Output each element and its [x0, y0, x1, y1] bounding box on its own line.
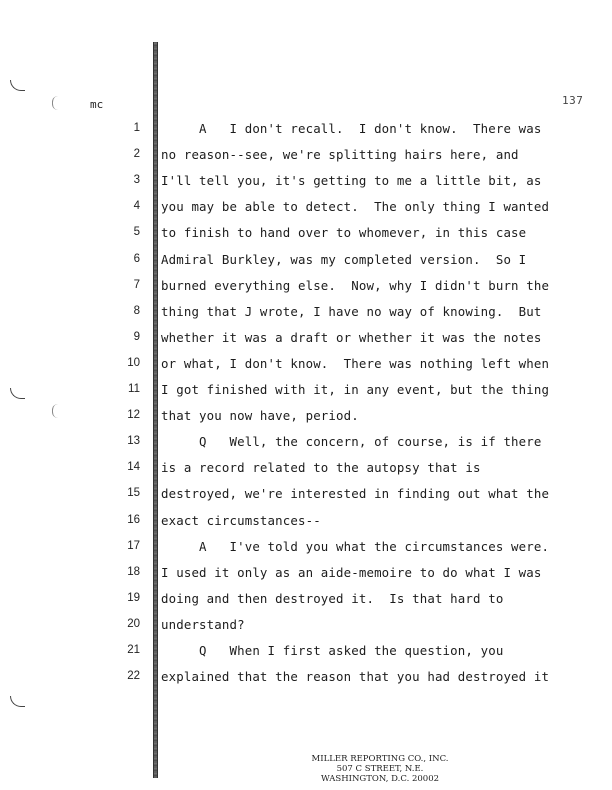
- reporter-footer: [250, 754, 510, 784]
- line-number: 12: [127, 409, 140, 421]
- punch-hole-mark-bottom: [10, 696, 25, 707]
- punch-hole-shadow-middle: [52, 404, 59, 418]
- line-number: 6: [133, 253, 140, 265]
- transcript-line: explained that the reason that you had destroyed it: [161, 669, 550, 684]
- footer-company: MILLER REPORTING CO., INC.: [311, 754, 449, 764]
- line-number: 16: [127, 514, 140, 526]
- transcript-line: I used it only as an aide-memoire to do what I was: [161, 565, 542, 580]
- transcript-line: Admiral Burkley, was my completed version. So I: [161, 252, 527, 267]
- punch-hole-mark-top: [10, 80, 25, 91]
- left-margin-rule: [153, 42, 158, 778]
- transcript-line: burned everything else. Now, why I didn't burn the: [161, 278, 550, 293]
- line-number: 18: [127, 566, 140, 578]
- typist-initials: mc: [90, 98, 104, 111]
- line-number: 21: [127, 644, 140, 656]
- line-number: 15: [127, 487, 140, 499]
- punch-hole-shadow-top: [52, 96, 59, 110]
- transcript-line: A I've told you what the circumstances were.: [161, 539, 550, 554]
- transcript-line: to finish to hand over to whomever, in this case: [161, 225, 527, 240]
- line-number: 2: [133, 148, 140, 160]
- transcript-line: that you now have, period.: [161, 408, 359, 423]
- line-number: 19: [127, 592, 140, 604]
- line-number: 10: [127, 357, 140, 369]
- line-number: 3: [133, 174, 140, 186]
- transcript-line: or what, I don't know. There was nothing left when: [161, 356, 550, 371]
- transcript-line: you may be able to detect. The only thing I wanted: [161, 199, 550, 214]
- line-number: 22: [127, 670, 140, 682]
- transcript-line: destroyed, we're interested in finding out what the: [161, 486, 550, 501]
- line-number: 20: [127, 618, 140, 630]
- line-number: 1: [133, 122, 140, 134]
- line-number: 17: [127, 540, 140, 552]
- transcript-line: no reason--see, we're splitting hairs here, and: [161, 147, 519, 162]
- transcript-line: I'll tell you, it's getting to me a little bit, as: [161, 173, 542, 188]
- line-number: 13: [127, 435, 140, 447]
- line-number: 9: [133, 331, 140, 343]
- line-number: 14: [127, 461, 140, 473]
- footer-street: 507 C STREET, N.E.: [336, 764, 424, 774]
- transcript-line: understand?: [161, 617, 245, 632]
- footer-city: WASHINGTON, D.C. 20002: [320, 774, 440, 784]
- line-number: 5: [133, 226, 140, 238]
- transcript-line: I got finished with it, in any event, but the thing: [161, 382, 550, 397]
- transcript-line: A I don't recall. I don't know. There was: [161, 121, 542, 136]
- transcript-line: exact circumstances--: [161, 513, 321, 528]
- transcript-line: doing and then destroyed it. Is that hard to: [161, 591, 504, 606]
- line-number: 4: [133, 200, 140, 212]
- transcript-line: thing that J wrote, I have no way of knowing. But: [161, 304, 542, 319]
- page-number: 137: [562, 94, 584, 107]
- punch-hole-mark-middle: [10, 388, 25, 399]
- line-number: 8: [133, 305, 140, 317]
- line-number: 11: [128, 383, 140, 395]
- transcript-line: Q Well, the concern, of course, is if there: [161, 434, 542, 449]
- transcript-line: Q When I first asked the question, you: [161, 643, 504, 658]
- transcript-line: whether it was a draft or whether it was the notes: [161, 330, 542, 345]
- line-number: 7: [133, 279, 140, 291]
- transcript-line: is a record related to the autopsy that is: [161, 460, 481, 475]
